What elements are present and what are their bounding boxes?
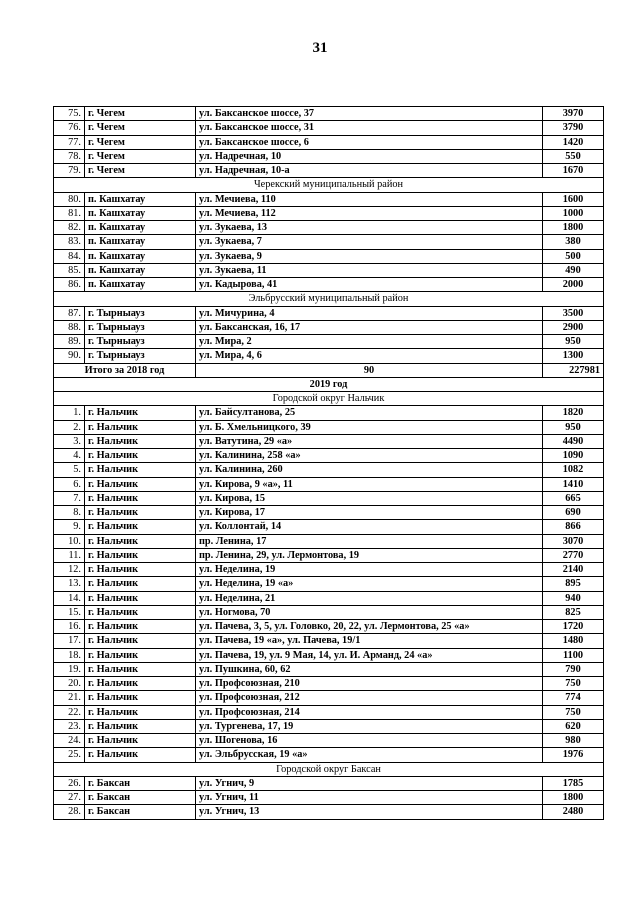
row-address: ул. Баксанское шоссе, 37: [196, 107, 543, 121]
row-locality: г. Тырныауз: [85, 335, 196, 349]
row-address: ул. Мичурина, 4: [196, 306, 543, 320]
row-area: 1785: [543, 776, 604, 790]
table-row: [54, 534, 604, 548]
row-number: 90.: [54, 349, 85, 363]
table-row: [54, 263, 604, 277]
table-row: [54, 662, 604, 676]
row-number: 78.: [54, 149, 85, 163]
year-title: 2019 год: [54, 377, 604, 391]
table-row: [54, 121, 604, 135]
row-area: 3790: [543, 121, 604, 135]
section-header-row: [54, 178, 604, 192]
table-row: [54, 235, 604, 249]
row-area: 550: [543, 149, 604, 163]
row-address: ул. Коллонтай, 14: [196, 520, 543, 534]
row-number: 89.: [54, 335, 85, 349]
row-locality: г. Баксан: [85, 776, 196, 790]
row-locality: г. Нальчик: [85, 406, 196, 420]
row-area: 950: [543, 420, 604, 434]
table-row: [54, 805, 604, 819]
row-locality: г. Баксан: [85, 805, 196, 819]
row-locality: г. Нальчик: [85, 705, 196, 719]
row-address: ул. Мечиева, 110: [196, 192, 543, 206]
table-row: [54, 164, 604, 178]
row-address: ул. Зукаева, 9: [196, 249, 543, 263]
section-title: Городской округ Баксан: [54, 762, 604, 776]
row-address: ул. Мира, 2: [196, 335, 543, 349]
row-number: 14.: [54, 591, 85, 605]
row-locality: г. Нальчик: [85, 434, 196, 448]
row-address: ул. Пушкина, 60, 62: [196, 662, 543, 676]
row-locality: г. Нальчик: [85, 548, 196, 562]
row-area: 665: [543, 491, 604, 505]
row-locality: г. Чегем: [85, 135, 196, 149]
row-area: 1090: [543, 449, 604, 463]
row-number: 1.: [54, 406, 85, 420]
table-row: [54, 477, 604, 491]
row-address: пр. Ленина, 29, ул. Лермонтова, 19: [196, 548, 543, 562]
row-address: ул. Баксанское шоссе, 31: [196, 121, 543, 135]
row-number: 87.: [54, 306, 85, 320]
row-number: 18.: [54, 648, 85, 662]
row-area: 1410: [543, 477, 604, 491]
row-area: 490: [543, 263, 604, 277]
row-area: 1976: [543, 748, 604, 762]
row-address: ул. Ватутина, 29 «а»: [196, 434, 543, 448]
row-locality: г. Нальчик: [85, 620, 196, 634]
row-address: ул. Профсоюзная, 210: [196, 677, 543, 691]
row-address: ул. Байсултанова, 25: [196, 406, 543, 420]
row-number: 84.: [54, 249, 85, 263]
row-address: ул. Баксанское шоссе, 6: [196, 135, 543, 149]
table-row: [54, 107, 604, 121]
row-number: 26.: [54, 776, 85, 790]
row-locality: г. Нальчик: [85, 719, 196, 733]
row-number: 80.: [54, 192, 85, 206]
row-address: ул. Пачева, 19 «а», ул. Пачева, 19/1: [196, 634, 543, 648]
row-address: ул. Надречная, 10: [196, 149, 543, 163]
row-address: ул. Зукаева, 7: [196, 235, 543, 249]
row-number: 20.: [54, 677, 85, 691]
row-locality: п. Кашхатау: [85, 235, 196, 249]
row-address: ул. Кадырова, 41: [196, 278, 543, 292]
table-row: [54, 406, 604, 420]
row-locality: п. Кашхатау: [85, 192, 196, 206]
row-address: пр. Ленина, 17: [196, 534, 543, 548]
row-address: ул. Зукаева, 13: [196, 221, 543, 235]
row-area: 1300: [543, 349, 604, 363]
year-header-row: [54, 377, 604, 391]
row-number: 28.: [54, 805, 85, 819]
row-locality: г. Нальчик: [85, 477, 196, 491]
row-number: 12.: [54, 563, 85, 577]
row-area: 500: [543, 249, 604, 263]
row-locality: г. Нальчик: [85, 605, 196, 619]
section-header-row: [54, 392, 604, 406]
row-number: 24.: [54, 734, 85, 748]
table-row: [54, 192, 604, 206]
table-row: [54, 563, 604, 577]
row-address: ул. Калинина, 260: [196, 463, 543, 477]
row-address: ул. Надречная, 10-а: [196, 164, 543, 178]
row-address: ул. Кирова, 15: [196, 491, 543, 505]
row-locality: г. Нальчик: [85, 677, 196, 691]
row-number: 8.: [54, 506, 85, 520]
row-number: 16.: [54, 620, 85, 634]
table-row: [54, 677, 604, 691]
row-locality: г. Нальчик: [85, 634, 196, 648]
row-locality: г. Нальчик: [85, 691, 196, 705]
page-number: 31: [312, 40, 328, 56]
row-area: 2000: [543, 278, 604, 292]
table-row: [54, 776, 604, 790]
row-locality: г. Нальчик: [85, 449, 196, 463]
row-number: 17.: [54, 634, 85, 648]
row-number: 25.: [54, 748, 85, 762]
row-locality: г. Нальчик: [85, 491, 196, 505]
row-number: 7.: [54, 491, 85, 505]
row-locality: г. Нальчик: [85, 420, 196, 434]
table-row: [54, 149, 604, 163]
row-number: 77.: [54, 135, 85, 149]
row-number: 6.: [54, 477, 85, 491]
row-area: 950: [543, 335, 604, 349]
row-area: 750: [543, 677, 604, 691]
section-title: Эльбрусский муниципальный район: [54, 292, 604, 306]
row-area: 690: [543, 506, 604, 520]
row-address: ул. Шогенова, 16: [196, 734, 543, 748]
row-address: ул. Пачева, 19, ул. 9 Мая, 14, ул. И. Арманд, 24 «а»: [196, 648, 543, 662]
row-address: ул. Неделина, 19 «а»: [196, 577, 543, 591]
row-locality: г. Нальчик: [85, 734, 196, 748]
row-locality: п. Кашхатау: [85, 221, 196, 235]
row-number: 86.: [54, 278, 85, 292]
row-area: 774: [543, 691, 604, 705]
row-area: 866: [543, 520, 604, 534]
row-area: 1600: [543, 192, 604, 206]
row-area: 1800: [543, 221, 604, 235]
row-locality: г. Нальчик: [85, 463, 196, 477]
row-area: 3970: [543, 107, 604, 121]
row-number: 79.: [54, 164, 85, 178]
row-area: 895: [543, 577, 604, 591]
section-header-row: [54, 292, 604, 306]
row-number: 9.: [54, 520, 85, 534]
total-count: 90: [196, 363, 543, 377]
table-row: [54, 734, 604, 748]
row-area: 1420: [543, 135, 604, 149]
row-address: ул. Угнич, 13: [196, 805, 543, 819]
table-row: [54, 634, 604, 648]
row-number: 75.: [54, 107, 85, 121]
registry-table-body: [54, 107, 604, 820]
row-area: 2140: [543, 563, 604, 577]
row-address: ул. Угнич, 11: [196, 791, 543, 805]
row-area: 1820: [543, 406, 604, 420]
row-area: 3070: [543, 534, 604, 548]
section-title: Городской округ Нальчик: [54, 392, 604, 406]
row-address: ул. Зукаева, 11: [196, 263, 543, 277]
row-area: 1480: [543, 634, 604, 648]
row-area: 2770: [543, 548, 604, 562]
table-row: [54, 577, 604, 591]
row-number: 27.: [54, 791, 85, 805]
row-address: ул. Неделина, 21: [196, 591, 543, 605]
row-area: 1720: [543, 620, 604, 634]
row-address: ул. Мира, 4, 6: [196, 349, 543, 363]
row-address: ул. Пачева, 3, 5, ул. Головко, 20, 22, ул. Лермонтова, 25 «а»: [196, 620, 543, 634]
table-row: [54, 591, 604, 605]
row-locality: г. Нальчик: [85, 648, 196, 662]
section-header-row: [54, 762, 604, 776]
row-number: 81.: [54, 206, 85, 220]
row-locality: г. Тырныауз: [85, 306, 196, 320]
table-row: [54, 249, 604, 263]
row-locality: г. Нальчик: [85, 748, 196, 762]
table-row: [54, 548, 604, 562]
row-number: 13.: [54, 577, 85, 591]
row-area: 1100: [543, 648, 604, 662]
table-row: [54, 434, 604, 448]
row-locality: г. Нальчик: [85, 520, 196, 534]
table-row: [54, 719, 604, 733]
table-row: [54, 506, 604, 520]
row-number: 85.: [54, 263, 85, 277]
row-address: ул. Тургенева, 17, 19: [196, 719, 543, 733]
table-row: [54, 221, 604, 235]
row-number: 11.: [54, 548, 85, 562]
row-locality: п. Кашхатау: [85, 278, 196, 292]
table-row: [54, 791, 604, 805]
row-number: 76.: [54, 121, 85, 135]
row-area: 940: [543, 591, 604, 605]
row-address: ул. Профсоюзная, 214: [196, 705, 543, 719]
row-locality: г. Тырныауз: [85, 320, 196, 334]
row-area: 1800: [543, 791, 604, 805]
row-area: 790: [543, 662, 604, 676]
row-number: 22.: [54, 705, 85, 719]
row-number: 19.: [54, 662, 85, 676]
row-locality: п. Кашхатау: [85, 249, 196, 263]
row-area: 1670: [543, 164, 604, 178]
row-area: 980: [543, 734, 604, 748]
row-locality: п. Кашхатау: [85, 263, 196, 277]
row-address: ул. Баксанская, 16, 17: [196, 320, 543, 334]
table-row: [54, 349, 604, 363]
row-area: 2480: [543, 805, 604, 819]
row-number: 83.: [54, 235, 85, 249]
table-row: [54, 206, 604, 220]
table-row: [54, 306, 604, 320]
table-row: [54, 605, 604, 619]
table-row: [54, 335, 604, 349]
row-locality: п. Кашхатау: [85, 206, 196, 220]
row-area: 1000: [543, 206, 604, 220]
row-number: 88.: [54, 320, 85, 334]
table-row: [54, 520, 604, 534]
table-row: [54, 420, 604, 434]
row-locality: г. Баксан: [85, 791, 196, 805]
row-number: 21.: [54, 691, 85, 705]
row-locality: г. Нальчик: [85, 563, 196, 577]
total-label: Итого за 2018 год: [54, 363, 196, 377]
row-area: 825: [543, 605, 604, 619]
row-area: 1082: [543, 463, 604, 477]
row-locality: г. Нальчик: [85, 506, 196, 520]
table-row: [54, 320, 604, 334]
row-number: 10.: [54, 534, 85, 548]
table-row: [54, 449, 604, 463]
table-row: [54, 135, 604, 149]
row-number: 5.: [54, 463, 85, 477]
table-row: [54, 691, 604, 705]
row-address: ул. Неделина, 19: [196, 563, 543, 577]
row-area: 4490: [543, 434, 604, 448]
row-number: 23.: [54, 719, 85, 733]
row-locality: г. Чегем: [85, 149, 196, 163]
row-number: 3.: [54, 434, 85, 448]
table-row: [54, 648, 604, 662]
row-address: ул. Угнич, 9: [196, 776, 543, 790]
table-row: [54, 748, 604, 762]
row-area: 750: [543, 705, 604, 719]
row-address: ул. Калинина, 258 «а»: [196, 449, 543, 463]
row-locality: г. Чегем: [85, 107, 196, 121]
row-area: 620: [543, 719, 604, 733]
row-locality: г. Чегем: [85, 121, 196, 135]
row-locality: г. Тырныауз: [85, 349, 196, 363]
row-address: ул. Эльбрусская, 19 «а»: [196, 748, 543, 762]
total-row: [54, 363, 604, 377]
row-area: 380: [543, 235, 604, 249]
row-number: 15.: [54, 605, 85, 619]
table-row: [54, 463, 604, 477]
table-row: [54, 705, 604, 719]
row-locality: г. Нальчик: [85, 577, 196, 591]
row-locality: г. Нальчик: [85, 591, 196, 605]
section-title: Черекский муниципальный район: [54, 178, 604, 192]
registry-table: [53, 106, 604, 820]
row-number: 2.: [54, 420, 85, 434]
total-sum: 227981: [543, 363, 604, 377]
row-address: ул. Профсоюзная, 212: [196, 691, 543, 705]
row-address: ул. Кирова, 17: [196, 506, 543, 520]
row-address: ул. Мечиева, 112: [196, 206, 543, 220]
row-address: ул. Кирова, 9 «а», 11: [196, 477, 543, 491]
table-row: [54, 491, 604, 505]
row-area: 2900: [543, 320, 604, 334]
table-row: [54, 278, 604, 292]
row-address: ул. Б. Хмельницкого, 39: [196, 420, 543, 434]
row-locality: г. Нальчик: [85, 662, 196, 676]
row-address: ул. Ногмова, 70: [196, 605, 543, 619]
table-row: [54, 620, 604, 634]
row-number: 4.: [54, 449, 85, 463]
row-number: 82.: [54, 221, 85, 235]
row-locality: г. Чегем: [85, 164, 196, 178]
row-locality: г. Нальчик: [85, 534, 196, 548]
row-area: 3500: [543, 306, 604, 320]
